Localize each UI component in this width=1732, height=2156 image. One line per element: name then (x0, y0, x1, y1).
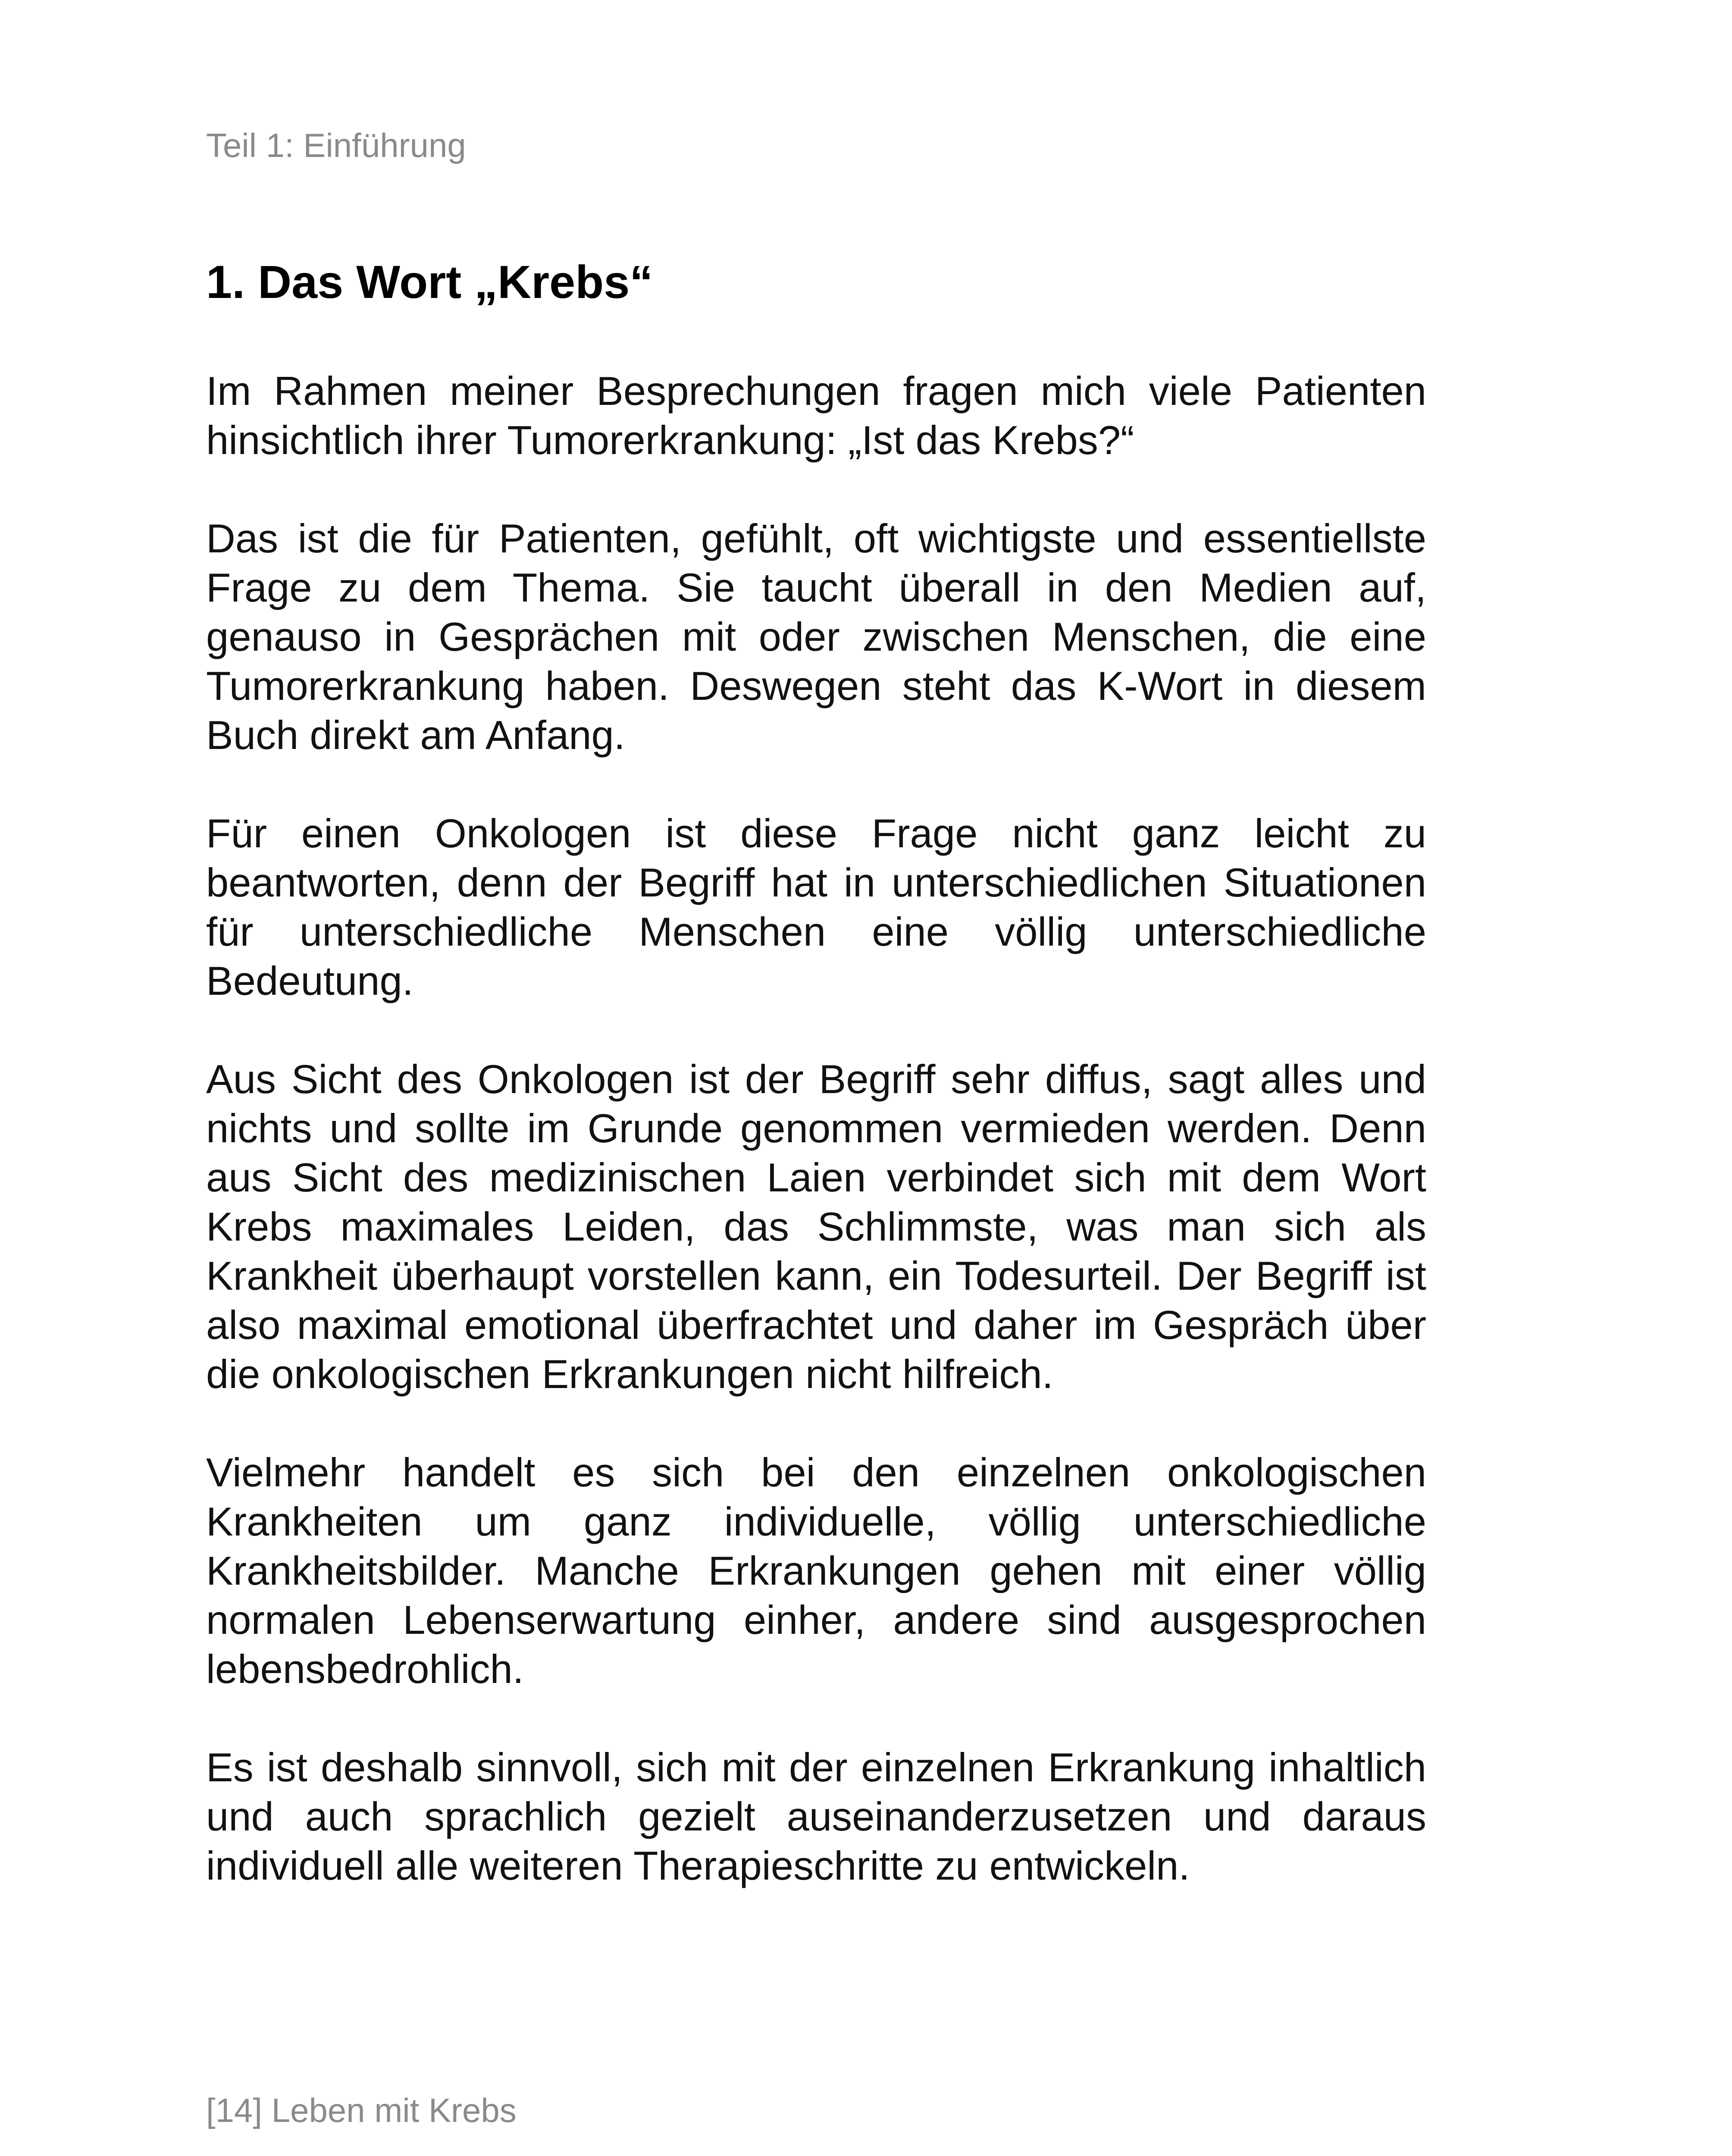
running-head: Teil 1: Einführung (206, 126, 466, 164)
footer-book-title: Leben mit Krebs (271, 2091, 517, 2129)
paragraph-6: Es ist deshalb sinnvoll, sich mit der einzelnen Erkrankung inhaltlich und auch sprachlich gezielt auseinanderzusetzen und daraus individuell alle weiteren Therapieschritte zu entwickeln. (206, 1745, 1426, 1888)
paragraph-1: Im Rahmen meiner Besprechungen fragen mich viele Patienten hinsichtlich ihrer Tumorerkrankung: „Ist das Krebs?“ (206, 368, 1426, 463)
paragraph-5: Vielmehr handelt es sich bei den einzelnen onkologischen Krankheiten um ganz individuelle, völlig unterschiedliche Krankheitsbilder. Manche Erkrankungen gehen mit einer völlig normalen Lebenserwartung einher, andere sind ausgesprochen lebensbedrohlich. (206, 1450, 1426, 1692)
paragraph-4: Aus Sicht des Onkologen ist der Begriff sehr diffus, sagt alles und nichts und sollte im Grunde genommen vermieden werden. Denn aus Sicht des medizinischen Laien verbindet sich mit dem Wort Krebs maximales Leiden, das Schlimmste, was man sich als Krankheit überhaupt vorstellen kann, ein Todesurteil. Der Begriff ist also maximal emotional überfrachtet und daher im Gespräch über die onkologischen Erkrankungen nicht hilfreich. (206, 1056, 1426, 1397)
paragraph-2: Das ist die für Patienten, gefühlt, oft wichtigste und essentiellste Frage zu dem Thema. Sie taucht überall in den Medien auf, genauso in Gesprächen mit oder zwischen Menschen, die eine Tumorerkrankung haben. Deswegen steht das K-Wort in diesem Buch direkt am Anfang. (206, 516, 1426, 758)
page-number: [14] (206, 2091, 263, 2129)
chapter-body (206, 367, 1426, 1940)
page-footer (206, 2093, 517, 2127)
paragraph-3: Für einen Onkologen ist diese Frage nicht ganz leicht zu beantworten, denn der Begriff hat in unterschiedlichen Situationen für unterschiedliche Menschen eine völlig unterschiedliche Bedeutung. (206, 811, 1426, 1003)
chapter-title: 1. Das Wort „Krebs“ (206, 256, 653, 308)
